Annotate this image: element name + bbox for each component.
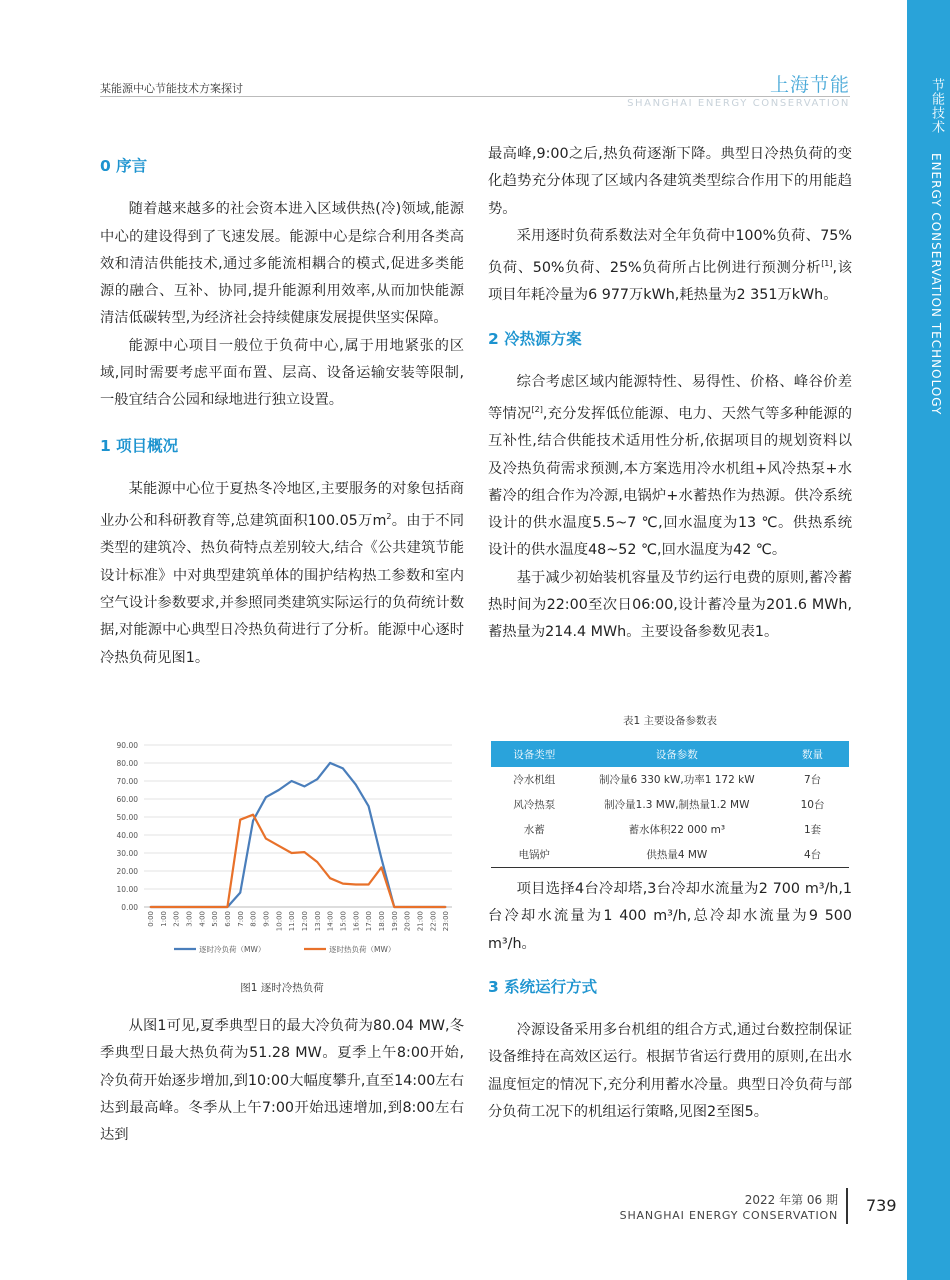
data-point [329,762,331,764]
data-point [175,906,177,908]
x-tick-label: 13:00 [313,911,322,932]
x-tick-label: 4:00 [198,911,207,927]
table-1-caption: 表1 主要设备参数表 [622,715,718,727]
table-cell: 冷水机组 [513,774,556,786]
data-point [368,884,370,886]
table-cell: 制冷量6 330 kW,功率1 172 kW [599,774,755,786]
data-point [381,858,383,860]
data-point [316,861,318,863]
x-tick-label: 12:00 [300,911,309,932]
data-point [406,906,408,908]
data-point [304,851,306,853]
data-point [432,906,434,908]
reference-2: [2] [531,405,543,415]
x-tick-label: 3:00 [185,911,194,927]
overview-text-2: 。由于不同类型的建筑冷、热负荷特点差别较大,结合《公共建筑节能设计标准》中对典型建筑单体的围护结构热工参数和室内空气设计参数要求,并参照同类建筑实际运行的负荷统计数据,对能源中心典型日冷热负荷进行了分析。能源中心逐时冷热负荷见图1。 [100,513,464,666]
data-point [265,796,267,798]
data-point [227,906,229,908]
y-tick-label: 30.00 [116,849,138,858]
y-tick-label: 10.00 [116,885,138,894]
y-tick-label: 20.00 [116,867,138,876]
reference-1: [1] [821,259,833,269]
data-point [355,884,357,886]
x-tick-label: 23:00 [442,911,451,932]
x-tick-label: 14:00 [326,911,335,932]
right-column-bottom [488,876,852,1126]
x-tick-label: 19:00 [390,911,399,932]
paragraph-continued: 最高峰,9:00之后,热负荷逐渐下降。典型日冷热负荷的变化趋势充分体现了区域内各建筑类型综合作用下的用能趋势。 [488,146,852,217]
x-tick-label: 21:00 [416,911,425,932]
paragraph-overview [100,476,464,672]
footer-issue: 2022 年第 06 期 [744,1193,838,1207]
data-point [214,906,216,908]
data-point [252,820,254,822]
table-header-cell: 设备参数 [578,741,777,767]
data-point [291,780,293,782]
overview-sup: 2 [386,512,392,522]
data-point [342,768,344,770]
table-header-row [491,741,849,767]
data-point [381,867,383,869]
paragraph-intro-1: 随着越来越多的社会资本进入区域供热(冷)领域,能源中心的建设得到了飞速发展。能源中心是综合利用各类高效和清洁供能技术,通过多能流相耦合的模式,促进多类能源的融合、互补、协同,提升能源利用效率,从而加快能源清洁低碳转型,为经济社会持续健康发展提供坚实保障。 [100,201,464,327]
data-point [278,845,280,847]
sidebar-column-label [928,78,946,415]
data-point [162,906,164,908]
table-cell: 蓄水体积22 000 m³ [628,824,726,836]
data-point [393,906,395,908]
journal-brand: 上海节能 [769,74,850,96]
data-point [368,805,370,807]
x-tick-label: 5:00 [211,911,220,927]
paragraph-source-plan [488,369,852,565]
data-point [265,838,267,840]
data-point [304,786,306,788]
table-header-cell: 数量 [776,741,849,767]
table-cell: 10台 [800,799,825,811]
left-column-top [100,153,464,672]
table-row [491,817,849,842]
series-line-heating [150,815,445,907]
y-tick-label: 80.00 [116,759,138,768]
x-tick-label: 11:00 [288,911,297,932]
right-column-top [488,141,852,647]
section-3-title: 3 系统运行方式 [488,977,598,996]
figure-1-caption: 图1 逐时冷热负荷 [240,982,324,994]
paragraph-figure-analysis: 从图1可见,夏季典型日的最大冷负荷为80.04 MW,冬季典型日最大热负荷为51.28 MW。夏季上午8:00开始,冷负荷开始逐步增加,到10:00大幅度攀升,直至14:00左右达到最高峰。冬季从上午7:00开始迅速增加,到8:00左右达到 [100,1018,464,1144]
table-header-cell: 设备类型 [491,741,578,767]
data-point [342,883,344,885]
x-tick-label: 16:00 [352,911,361,932]
data-point [445,906,447,908]
footer-divider [846,1188,848,1224]
data-point [329,877,331,879]
data-point [150,906,152,908]
table-row [491,792,849,817]
overview-text-1: 某能源中心位于夏热冬冷地区,主要服务的对象包括商业办公和科研教育等,总建筑面积100.05万m [100,480,464,530]
x-tick-label: 6:00 [223,911,232,927]
x-tick-label: 2:00 [172,911,181,927]
table-cell: 水蓄 [523,824,545,836]
x-tick-label: 1:00 [159,911,168,927]
equipment-table [491,741,849,868]
table-cell: 4台 [776,842,849,868]
data-point [239,892,241,894]
y-tick-label: 40.00 [116,831,138,840]
table-cell: 7台 [803,774,822,786]
x-tick-label: 15:00 [339,911,348,932]
table-cell: 供热量4 MW [578,842,777,868]
paragraph-intro-2: 能源中心项目一般位于负荷中心,属于用地紧张的区域,同时需要考虑平面布置、层高、设备运输安装等限制,一般宜结合公园和绿地进行独立设置。 [100,337,464,409]
table-row [491,767,849,792]
x-tick-label: 7:00 [236,911,245,927]
table-cell: 1套 [803,824,822,836]
data-point [291,852,293,854]
figure-1-chart [100,735,464,965]
x-tick-label: 18:00 [377,911,386,932]
source-text-1: 综合考虑区域内能源特性、易得性、价格、峰谷价差等情况 [488,373,852,422]
page-number: 739 [866,1196,897,1215]
data-point [252,814,254,816]
x-tick-label: 0:00 [146,911,155,927]
data-point [419,906,421,908]
data-point [188,906,190,908]
paragraph-cooling-tower: 项目选择4台冷却塔,3台冷却水流量为2 700 m³/h,1台冷却水流量为1 400 m³/h,总冷却水流量为9 500 m³/h。 [488,881,852,952]
data-point [355,784,357,786]
data-point [278,789,280,791]
source-text-2: ,充分发挥低位能源、电力、天然气等多种能源的互补性,结合供能技术适用性分析,依据项目的规划资料以及冷热负荷需求预测,本方案选用冷水机组+风冷热泵+水蓄冷的组合作为冷源,电锅炉+水蓄热作为热源。供冷系统设计的供水温度5.5~7 ℃,回水温度为13 ℃。供热系统设计的供水温度48~52 ℃,回水温度为42 ℃。 [488,405,852,559]
running-title: 某能源中心节能技术方案探讨 [100,82,243,95]
table-row [491,842,849,868]
x-tick-label: 8:00 [249,911,258,927]
y-tick-label: 70.00 [116,777,138,786]
left-column-bottom [100,1013,464,1149]
y-tick-label: 50.00 [116,813,138,822]
table-cell: 制冷量1.3 MW,制热量1.2 MW [604,799,750,811]
paragraph-load-analysis [488,223,852,310]
x-tick-label: 17:00 [365,911,374,932]
sidebar-en: ENERGY CONSERVATION TECHNOLOGY [929,153,943,416]
legend-label: 逐时热负荷（MW） [329,945,396,954]
y-tick-label: 60.00 [116,795,138,804]
load-text-1: 采用逐时负荷系数法对全年负荷中100%负荷、75%负荷、50%负荷、25%负荷所占比例进行预测分析 [488,227,852,276]
data-point [316,778,318,780]
table-cell: 电锅炉 [491,842,578,868]
journal-brand-en: SHANGHAI ENERGY CONSERVATION [627,98,850,109]
paragraph-storage: 基于减少初始装机容量及节约运行电费的原则,蓄冷蓄热时间为22:00至次日06:00,设计蓄冷量为201.6 MWh,蓄热量为214.4 MWh。主要设备参数见表1。 [488,569,852,641]
table-cell: 风冷热泵 [513,799,556,811]
x-tick-label: 22:00 [429,911,438,932]
y-tick-label: 90.00 [116,741,138,750]
load-text-2: ,该项目年耗冷量为6 977万kWh,耗热量为2 351万kWh。 [488,259,852,304]
x-tick-label: 10:00 [275,911,284,932]
y-tick-label: 0.00 [121,903,138,912]
section-0-title: 0 序言 [100,157,148,175]
section-2-title: 2 冷热源方案 [488,329,582,348]
paragraph-operation: 冷源设备采用多台机组的组合方式,通过台数控制保证设备维持在高效区运行。根据节省运行费用的原则,在出水温度恒定的情况下,充分利用蓄水冷量。典型日冷负荷与部分负荷工况下的机组运行策略,见图2至图5。 [488,1022,852,1121]
data-point [239,819,241,821]
footer-journal-en: SHANGHAI ENERGY CONSERVATION [619,1209,838,1222]
data-point [201,906,203,908]
legend-label: 逐时冷负荷（MW） [199,945,266,954]
x-tick-label: 9:00 [262,911,271,927]
x-tick-label: 20:00 [403,911,412,932]
sidebar-cn: 节能技术 [929,78,944,134]
section-1-title: 1 项目概况 [100,436,179,455]
header-rule [100,96,850,97]
